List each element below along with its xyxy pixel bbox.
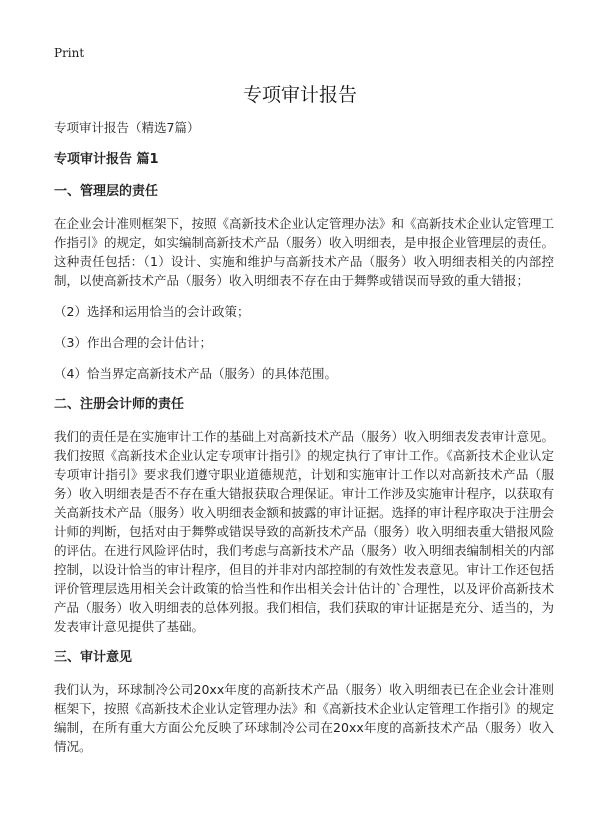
paragraph: 在企业会计准则框架下，按照《高新技术企业认定管理办法》和《高新技术企业认定管理工作指引》的规定，如实编制高新技术产品（服务）收入明细表，是申报企业管理层的责任。这种责任包括：（1）设计、实施和维护与高新技术产品（服务）收入明细表相关的内部控制，以使高新技术产品（服务）收入明细表不存在由于舞弊或错误而导致的重大错报； xyxy=(54,216,555,288)
heading-management-responsibility: 一、管理层的责任 xyxy=(54,184,159,199)
page-title: 专项审计报告 xyxy=(242,84,357,106)
document-subtitle: 专项审计报告（精选7篇） xyxy=(54,120,200,135)
heading-cpa-responsibility: 二、注册会计师的责任 xyxy=(54,397,185,412)
print-link[interactable]: Print xyxy=(54,46,85,60)
list-item: （2）选择和运用恰当的会计政策； xyxy=(54,304,250,319)
paragraph: 我们的责任是在实施审计工作的基础上对高新技术产品（服务）收入明细表发表审计意见。我们按照《高新技术企业认定专项审计指引》的规定执行了审计工作。《高新技术企业认定专项审计指引》要求我们遵守职业道德规范，计划和实施审计工作以对高新技术产品（服务）收入明细表是否不存在重大错报获取合理保证。审计工作涉及实施审计程序，以获取有关高新技术产品（服务）收入明细表金额和披露的审计证据。选择的审计程序取决于注册会计师的判断，包括对由于舞弊或错误导致的高新技术产品（服务）收入明细表重大错报风险的评估。在进行风险评估时，我们考虑与高新技术产品（服务）收入明细表编制相关的内部控制，以设计恰当的审计程序，但目的并非对内部控制的有效性发表意见。审计工作还包括评价管理层选用相关会计政策的恰当性和作出相关会计估计的`合理性，以及评价高新技术产品（服务）收入明细表的总体列报。我们相信，我们获取的审计证据是充分、适当的，为发表审计意见提供了基础。 xyxy=(54,429,555,634)
paragraph: 我们认为，环球制冷公司20xx年度的高新技术产品（服务）收入明细表已在企业会计准则框架下，按照《高新技术企业认定管理办法》和《高新技术企业认定管理工作指引》的规定编制，在所有重大方面公允反映了环球制冷公司在20xx年度的高新技术产品（服务）收入情况。 xyxy=(54,682,555,754)
list-item: （3）作出合理的会计估计； xyxy=(54,335,212,350)
heading-audit-opinion: 三、审计意见 xyxy=(54,650,133,665)
list-item: （4）恰当界定高新技术产品（服务）的具体范围。 xyxy=(54,366,337,381)
document-body xyxy=(54,118,554,768)
section-title: 专项审计报告 篇1 xyxy=(54,152,159,167)
